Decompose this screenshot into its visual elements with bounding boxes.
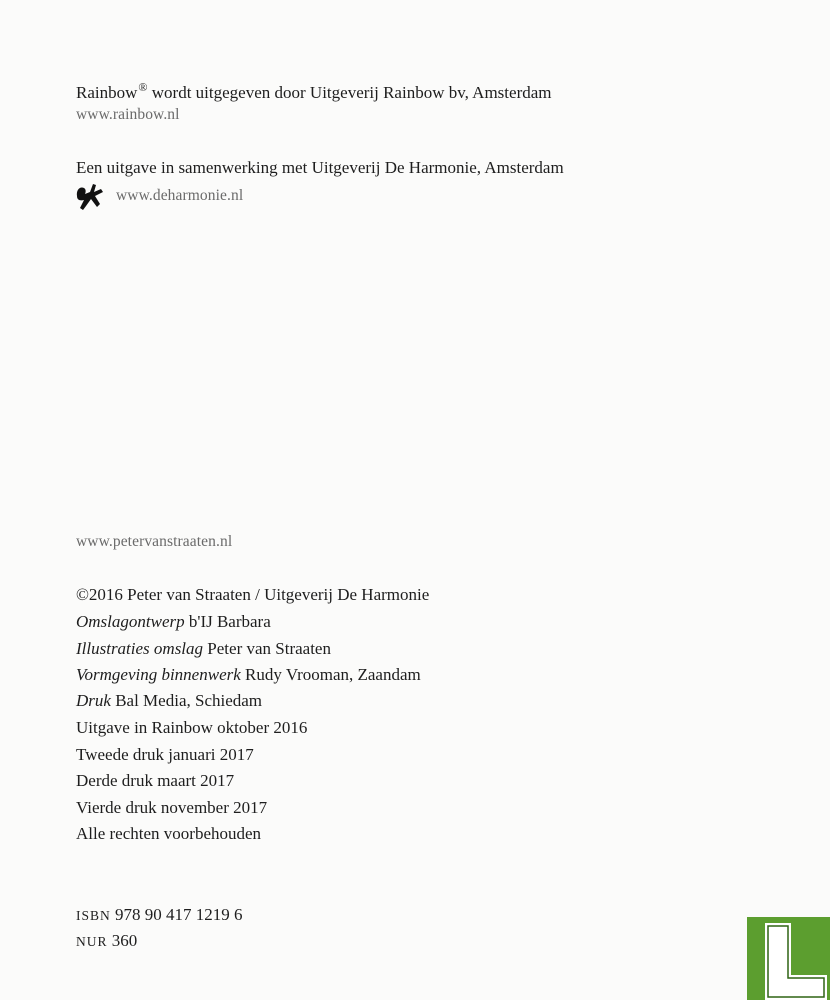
cover-design-value: b'IJ Barbara xyxy=(184,612,271,631)
isbn-line xyxy=(76,904,243,927)
publisher-brand: Rainbow xyxy=(76,83,138,102)
author-url[interactable]: www.petervanstraaten.nl xyxy=(76,533,233,550)
print-value: Bal Media, Schiedam xyxy=(110,691,263,710)
interior-design-value: Rudy Vrooman, Zaandam xyxy=(240,665,421,684)
cover-illustrations-line xyxy=(76,638,331,660)
publisher-line-rest: wordt uitgegeven door Uitgeverij Rainbow bv, Amsterdam xyxy=(147,83,552,102)
partner-line: Een uitgave in samenwerking met Uitgeverij De Harmonie, Amsterdam xyxy=(76,158,564,177)
print-label: Druk xyxy=(76,691,111,710)
edition-line: Vierde druk november 2017 xyxy=(76,798,268,817)
registered-mark: ® xyxy=(138,80,148,94)
partner-url[interactable]: www.deharmonie.nl xyxy=(116,187,244,204)
edition-line: Uitgave in Rainbow oktober 2016 xyxy=(76,718,308,737)
cover-illustrations-value: Peter van Straaten xyxy=(203,639,331,658)
edition-line: Tweede druk januari 2017 xyxy=(76,745,254,764)
rights-line: Alle rechten voorbehouden xyxy=(76,824,262,843)
harmonie-figure-icon xyxy=(74,180,106,212)
cover-design-line xyxy=(76,611,271,633)
nur-line xyxy=(76,930,137,953)
copyright-line: ©2016 Peter van Straaten / Uitgeverij De Harmonie xyxy=(76,585,430,604)
corner-badge xyxy=(747,917,830,1000)
cover-illustrations-label: Illustraties omslag xyxy=(76,639,204,658)
publisher-line xyxy=(76,76,552,104)
edition-line: Derde druk maart 2017 xyxy=(76,771,235,790)
publisher-url[interactable]: www.rainbow.nl xyxy=(76,106,180,123)
cover-design-label: Omslagontwerp xyxy=(76,612,185,631)
isbn-value: 978 90 417 1219 6 xyxy=(110,905,243,924)
letter-l-logo-icon xyxy=(765,923,827,1000)
interior-design-label: Vormgeving binnenwerk xyxy=(76,665,241,684)
print-line xyxy=(76,690,262,712)
nur-label: NUR xyxy=(76,934,108,949)
interior-design-line xyxy=(76,664,421,686)
isbn-label: ISBN xyxy=(76,908,111,923)
nur-value: 360 xyxy=(107,931,138,950)
